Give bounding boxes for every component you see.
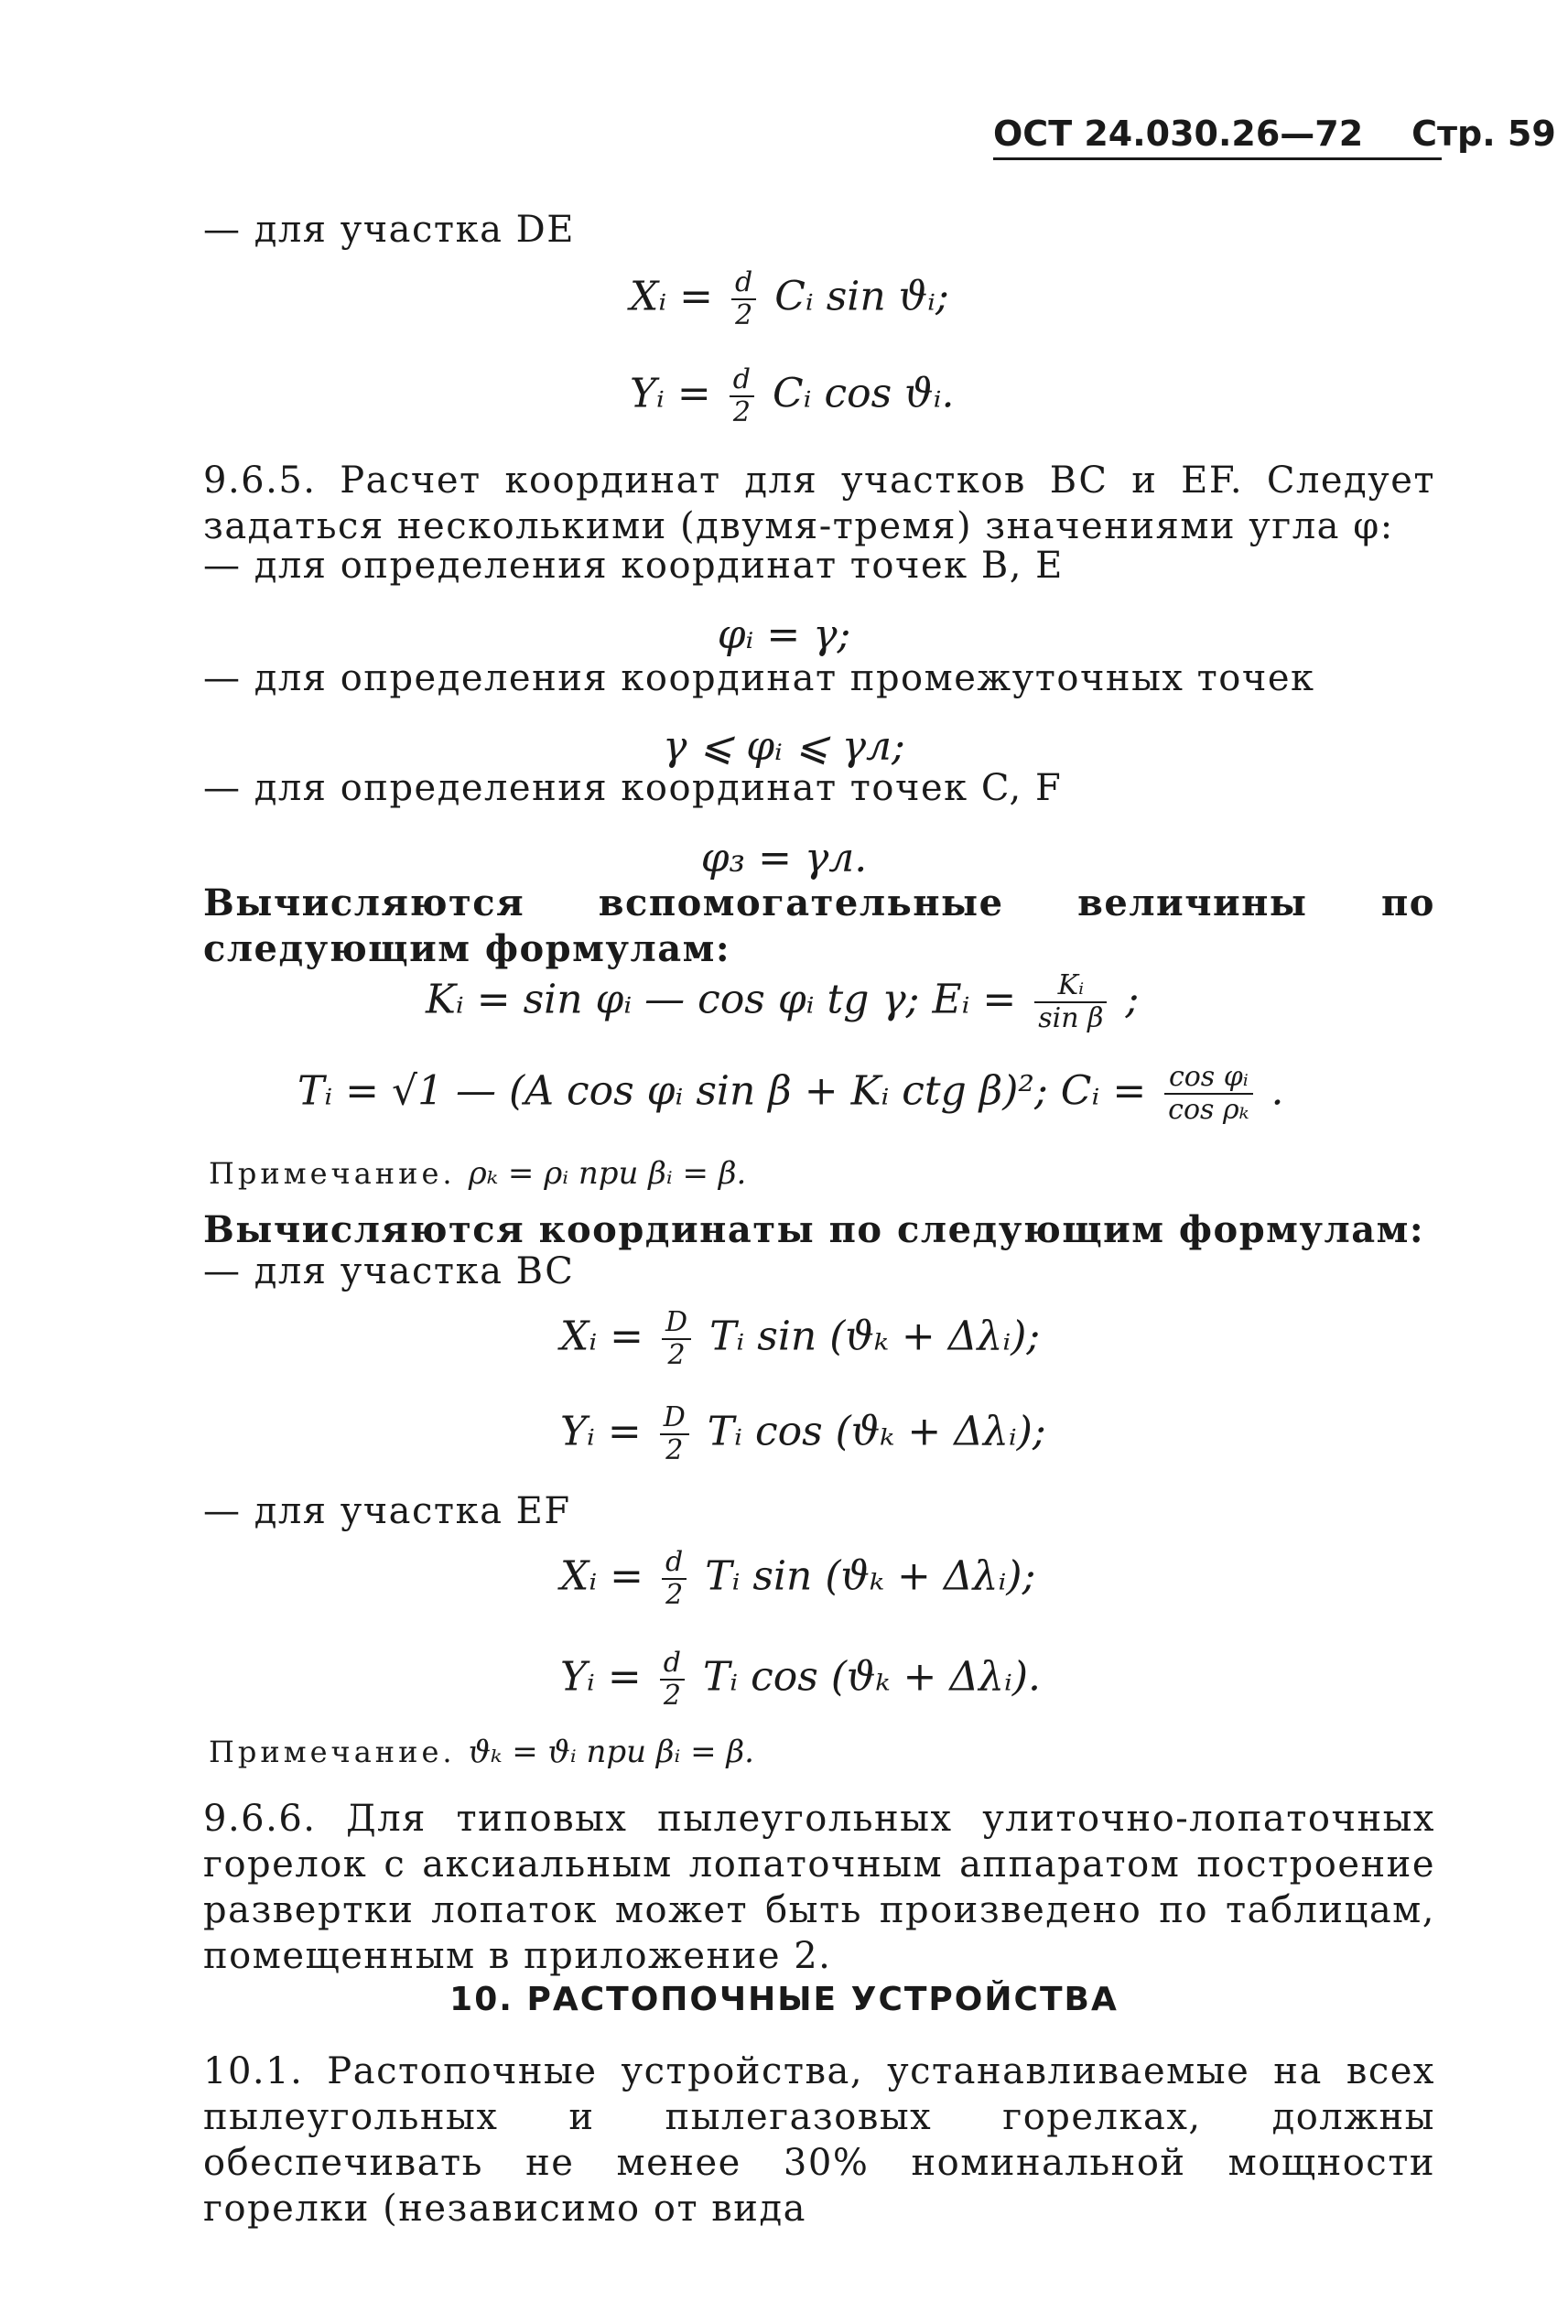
note-theta: Примечание. ϑₖ = ϑᵢ при βᵢ = β. xyxy=(209,1734,754,1770)
fraction: $\frac{D}{2}$ xyxy=(662,1307,691,1371)
list-item-intermediate: — для определения координат промежуточных точек xyxy=(203,657,1315,699)
section-de-label: — для участка DE xyxy=(203,209,575,251)
paragraph-coords: Вычисляются координаты по следующим формулам: xyxy=(203,1208,1425,1251)
paragraph-9-6-5: 9.6.5. Расчет координат для участков BC и EF. Следует задаться несколькими (двумя-тремя) значениями угла φ: xyxy=(203,459,1435,547)
formula-phi-gamma: φᵢ = γ; xyxy=(717,611,851,658)
formula-phi3: φ₃ = γл. xyxy=(700,835,868,881)
page-number: Стр. 59 xyxy=(1411,113,1556,154)
formula-k-e: Kᵢ = sin φᵢ — cos φᵢ tg γ; Eᵢ = $\frac{\text{Kᵢ}}{\text{sin β}}$ ; xyxy=(426,969,1140,1034)
header-rule xyxy=(993,157,1442,160)
formula-ef-y: Yᵢ = $\frac{d}{2}$ Tᵢ cos (ϑₖ + Δλᵢ). xyxy=(560,1647,1042,1712)
document-code: ОСТ 24.030.26—72 xyxy=(993,113,1364,154)
document-header xyxy=(993,113,1556,154)
section-ef-label: — для участка EF xyxy=(203,1490,571,1532)
fraction: $\frac{d}{2}$ xyxy=(730,364,754,428)
list-item-b-e: — для определения координат точек B, E xyxy=(203,545,1064,587)
formula-bc-y: Yᵢ = $\frac{D}{2}$ Tᵢ cos (ϑₖ + Δλᵢ); xyxy=(560,1401,1046,1466)
formula-de-y: Yᵢ = $\frac{d}{2}$ Cᵢ cos ϑᵢ. xyxy=(630,363,955,428)
fraction: $\frac{d}{2}$ xyxy=(660,1648,685,1712)
formula-bc-x: Xᵢ = $\frac{D}{2}$ Tᵢ sin (ϑₖ + Δλᵢ); xyxy=(560,1306,1041,1371)
formula-t-c: Tᵢ = √1 — (A cos φᵢ sin β + Kᵢ ctg β)²; Cᵢ = $\frac{\text{cos φᵢ}}{\text{cos ρₖ}}$ . xyxy=(297,1061,1284,1126)
section-heading-10: 10. РАСТОПОЧНЫЕ УСТРОЙСТВА xyxy=(449,1981,1119,2018)
paragraph-aux-values: Вычисляются вспомогательные величины по следующим формулам: xyxy=(203,881,1435,970)
list-item-c-f: — для определения координат точек C, F xyxy=(203,767,1063,809)
fraction: $\frac{\text{cos φᵢ}}{\text{cos ρₖ}}$ xyxy=(1164,1062,1252,1126)
fraction: $\frac{d}{2}$ xyxy=(731,267,756,331)
paragraph-9-6-6: 9.6.6. Для типовых пылеугольных улиточно-лопаточных горелок с аксиальным лопаточным аппаратом построение развертки лопаток может быть произведено по таблицам, помещенным в приложение 2. xyxy=(203,1798,1435,1977)
paragraph-10-1: 10.1. Растопочные устройства, устанавливаемые на всех пылеугольных и пылегазовых горелках, должны обеспечивать не менее 30% номинальной мощности горелки (независимо от вида xyxy=(203,2050,1435,2230)
formula-de-x: Xᵢ = $\frac{d}{2}$ Cᵢ sin ϑᵢ; xyxy=(630,266,949,331)
formula-ef-x: Xᵢ = $\frac{d}{2}$ Tᵢ sin (ϑₖ + Δλᵢ); xyxy=(560,1546,1036,1611)
fraction: $\frac{\text{Kᵢ}}{\text{sin β}}$ xyxy=(1034,970,1107,1034)
note-rho: Примечание. ρₖ = ρᵢ при βᵢ = β. xyxy=(209,1155,747,1192)
formula-phi-range: γ ⩽ φᵢ ⩽ γл; xyxy=(663,723,905,770)
fraction: $\frac{d}{2}$ xyxy=(662,1547,687,1611)
section-bc-label: — для участка BC xyxy=(203,1250,575,1292)
fraction: $\frac{D}{2}$ xyxy=(660,1402,689,1466)
